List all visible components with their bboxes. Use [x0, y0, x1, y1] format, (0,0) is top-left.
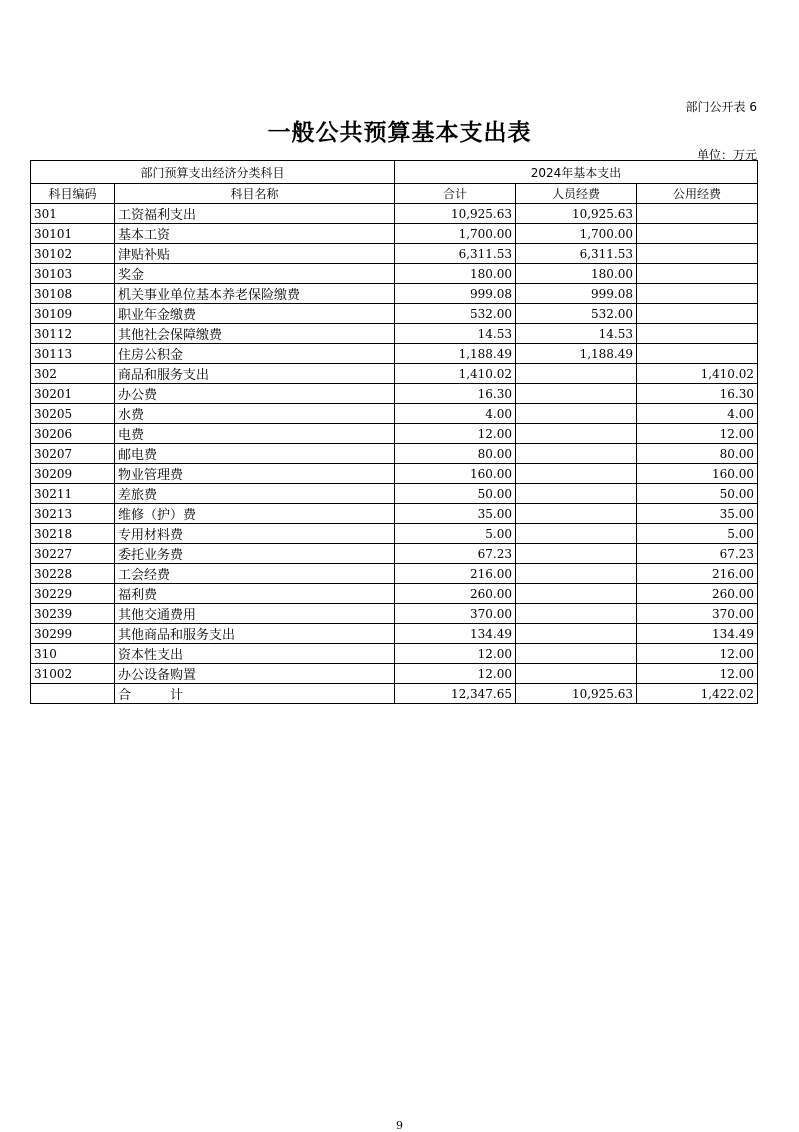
public-cell: 1,410.02	[637, 364, 758, 384]
code-cell: 30205	[31, 404, 115, 424]
total-cell: 35.00	[395, 504, 516, 524]
total-cell: 4.00	[395, 404, 516, 424]
total-cell: 1,700.00	[395, 224, 516, 244]
header-column-row	[31, 184, 758, 204]
personnel-cell	[516, 604, 637, 624]
public-cell: 4.00	[637, 404, 758, 424]
name-cell: 机关事业单位基本养老保险缴费	[115, 284, 395, 304]
table-row	[31, 644, 758, 664]
public-cell: 67.23	[637, 544, 758, 564]
personnel-cell	[516, 444, 637, 464]
name-cell: 办公费	[115, 384, 395, 404]
personnel-cell	[516, 424, 637, 444]
total-personnel-cell: 10,925.63	[516, 684, 637, 704]
code-cell: 30213	[31, 504, 115, 524]
table-row	[31, 524, 758, 544]
total-cell: 12.00	[395, 644, 516, 664]
code-cell: 30209	[31, 464, 115, 484]
total-cell: 5.00	[395, 524, 516, 544]
total-cell: 260.00	[395, 584, 516, 604]
total-cell: 14.53	[395, 324, 516, 344]
table-row	[31, 364, 758, 384]
code-cell: 30229	[31, 584, 115, 604]
total-cell: 532.00	[395, 304, 516, 324]
name-cell: 专用材料费	[115, 524, 395, 544]
public-cell: 16.30	[637, 384, 758, 404]
name-cell: 津贴补贴	[115, 244, 395, 264]
total-cell: 80.00	[395, 444, 516, 464]
personnel-cell: 6,311.53	[516, 244, 637, 264]
table-row	[31, 224, 758, 244]
table-label: 部门公开表 6	[685, 100, 757, 114]
table-row	[31, 464, 758, 484]
name-cell: 其他交通费用	[115, 604, 395, 624]
personnel-cell	[516, 664, 637, 684]
code-cell: 30103	[31, 264, 115, 284]
code-cell: 30112	[31, 324, 115, 344]
public-cell: 80.00	[637, 444, 758, 464]
total-cell: 12.00	[395, 424, 516, 444]
public-cell	[637, 344, 758, 364]
table-row	[31, 264, 758, 284]
table-row	[31, 504, 758, 524]
total-cell: 12.00	[395, 664, 516, 684]
personnel-cell	[516, 464, 637, 484]
personnel-cell	[516, 544, 637, 564]
public-cell	[637, 244, 758, 264]
table-row	[31, 204, 758, 224]
personnel-cell: 14.53	[516, 324, 637, 344]
code-cell: 31002	[31, 664, 115, 684]
public-cell: 35.00	[637, 504, 758, 524]
total-cell: 10,925.63	[395, 204, 516, 224]
total-cell: 160.00	[395, 464, 516, 484]
personnel-cell: 10,925.63	[516, 204, 637, 224]
public-cell	[637, 304, 758, 324]
name-cell: 工资福利支出	[115, 204, 395, 224]
personnel-cell	[516, 484, 637, 504]
code-cell: 30206	[31, 424, 115, 444]
code-cell: 30201	[31, 384, 115, 404]
public-cell	[637, 284, 758, 304]
personnel-cell	[516, 384, 637, 404]
table-row	[31, 404, 758, 424]
total-cell: 67.23	[395, 544, 516, 564]
personnel-cell	[516, 564, 637, 584]
name-cell: 奖金	[115, 264, 395, 284]
public-cell: 160.00	[637, 464, 758, 484]
code-cell: 30228	[31, 564, 115, 584]
total-label-cell: 合 计	[115, 684, 395, 704]
code-cell: 30239	[31, 604, 115, 624]
code-cell: 30207	[31, 444, 115, 464]
code-cell: 30113	[31, 344, 115, 364]
code-cell: 30102	[31, 244, 115, 264]
personnel-cell	[516, 524, 637, 544]
table-row	[31, 584, 758, 604]
code-cell: 30109	[31, 304, 115, 324]
personnel-cell: 532.00	[516, 304, 637, 324]
public-cell: 260.00	[637, 584, 758, 604]
personnel-cell: 1,188.49	[516, 344, 637, 364]
name-cell: 资本性支出	[115, 644, 395, 664]
header-classification-group: 部门预算支出经济分类科目	[31, 161, 395, 184]
table-row	[31, 244, 758, 264]
table-row	[31, 324, 758, 344]
name-cell: 住房公积金	[115, 344, 395, 364]
code-cell: 30211	[31, 484, 115, 504]
code-cell: 30218	[31, 524, 115, 544]
name-cell: 基本工资	[115, 224, 395, 244]
personnel-cell	[516, 504, 637, 524]
code-cell: 30227	[31, 544, 115, 564]
budget-table	[30, 160, 758, 704]
name-cell: 其他社会保障缴费	[115, 324, 395, 344]
total-cell: 134.49	[395, 624, 516, 644]
name-cell: 维修（护）费	[115, 504, 395, 524]
public-cell: 370.00	[637, 604, 758, 624]
name-cell: 委托业务费	[115, 544, 395, 564]
code-cell: 30108	[31, 284, 115, 304]
name-cell: 商品和服务支出	[115, 364, 395, 384]
public-cell	[637, 264, 758, 284]
personnel-cell: 999.08	[516, 284, 637, 304]
public-cell: 5.00	[637, 524, 758, 544]
public-cell	[637, 204, 758, 224]
public-cell: 50.00	[637, 484, 758, 504]
personnel-cell: 1,700.00	[516, 224, 637, 244]
total-public-cell: 1,422.02	[637, 684, 758, 704]
public-cell: 12.00	[637, 644, 758, 664]
public-cell	[637, 224, 758, 244]
table-row	[31, 664, 758, 684]
header-public: 公用经费	[637, 184, 758, 204]
table-row	[31, 564, 758, 584]
total-cell: 16.30	[395, 384, 516, 404]
code-cell: 301	[31, 204, 115, 224]
page-title: 一般公共预算基本支出表	[267, 119, 532, 146]
code-cell: 310	[31, 644, 115, 664]
name-cell: 职业年金缴费	[115, 304, 395, 324]
total-row	[31, 684, 758, 704]
personnel-cell	[516, 364, 637, 384]
name-cell: 其他商品和服务支出	[115, 624, 395, 644]
table-row	[31, 344, 758, 364]
header-name: 科目名称	[115, 184, 395, 204]
code-cell: 302	[31, 364, 115, 384]
table-row	[31, 604, 758, 624]
personnel-cell	[516, 644, 637, 664]
header-group-row	[31, 161, 758, 184]
total-cell: 216.00	[395, 564, 516, 584]
name-cell: 电费	[115, 424, 395, 444]
code-cell: 30299	[31, 624, 115, 644]
total-cell: 370.00	[395, 604, 516, 624]
personnel-cell	[516, 404, 637, 424]
total-cell: 1,188.49	[395, 344, 516, 364]
table-row	[31, 284, 758, 304]
name-cell: 物业管理费	[115, 464, 395, 484]
name-cell: 工会经费	[115, 564, 395, 584]
total-cell: 50.00	[395, 484, 516, 504]
total-code-cell	[31, 684, 115, 704]
personnel-cell	[516, 624, 637, 644]
public-cell: 216.00	[637, 564, 758, 584]
table-row	[31, 424, 758, 444]
total-cell: 6,311.53	[395, 244, 516, 264]
personnel-cell	[516, 584, 637, 604]
name-cell: 办公设备购置	[115, 664, 395, 684]
public-cell: 12.00	[637, 664, 758, 684]
header-personnel: 人员经费	[516, 184, 637, 204]
table-row	[31, 444, 758, 464]
page-number: 9	[396, 1119, 403, 1132]
total-cell: 999.08	[395, 284, 516, 304]
personnel-cell: 180.00	[516, 264, 637, 284]
public-cell: 134.49	[637, 624, 758, 644]
name-cell: 福利费	[115, 584, 395, 604]
table-body	[31, 204, 758, 684]
header-total: 合计	[395, 184, 516, 204]
table-row	[31, 304, 758, 324]
header-basic-expenditure-group: 2024年基本支出	[395, 161, 758, 184]
total-total-cell: 12,347.65	[395, 684, 516, 704]
table-row	[31, 544, 758, 564]
code-cell: 30101	[31, 224, 115, 244]
name-cell: 邮电费	[115, 444, 395, 464]
public-cell	[637, 324, 758, 344]
unit-label: 单位：万元	[696, 148, 757, 162]
header-code: 科目编码	[31, 184, 115, 204]
table-row	[31, 624, 758, 644]
name-cell: 水费	[115, 404, 395, 424]
name-cell: 差旅费	[115, 484, 395, 504]
table-row	[31, 484, 758, 504]
public-cell: 12.00	[637, 424, 758, 444]
table-row	[31, 384, 758, 404]
total-cell: 1,410.02	[395, 364, 516, 384]
total-cell: 180.00	[395, 264, 516, 284]
